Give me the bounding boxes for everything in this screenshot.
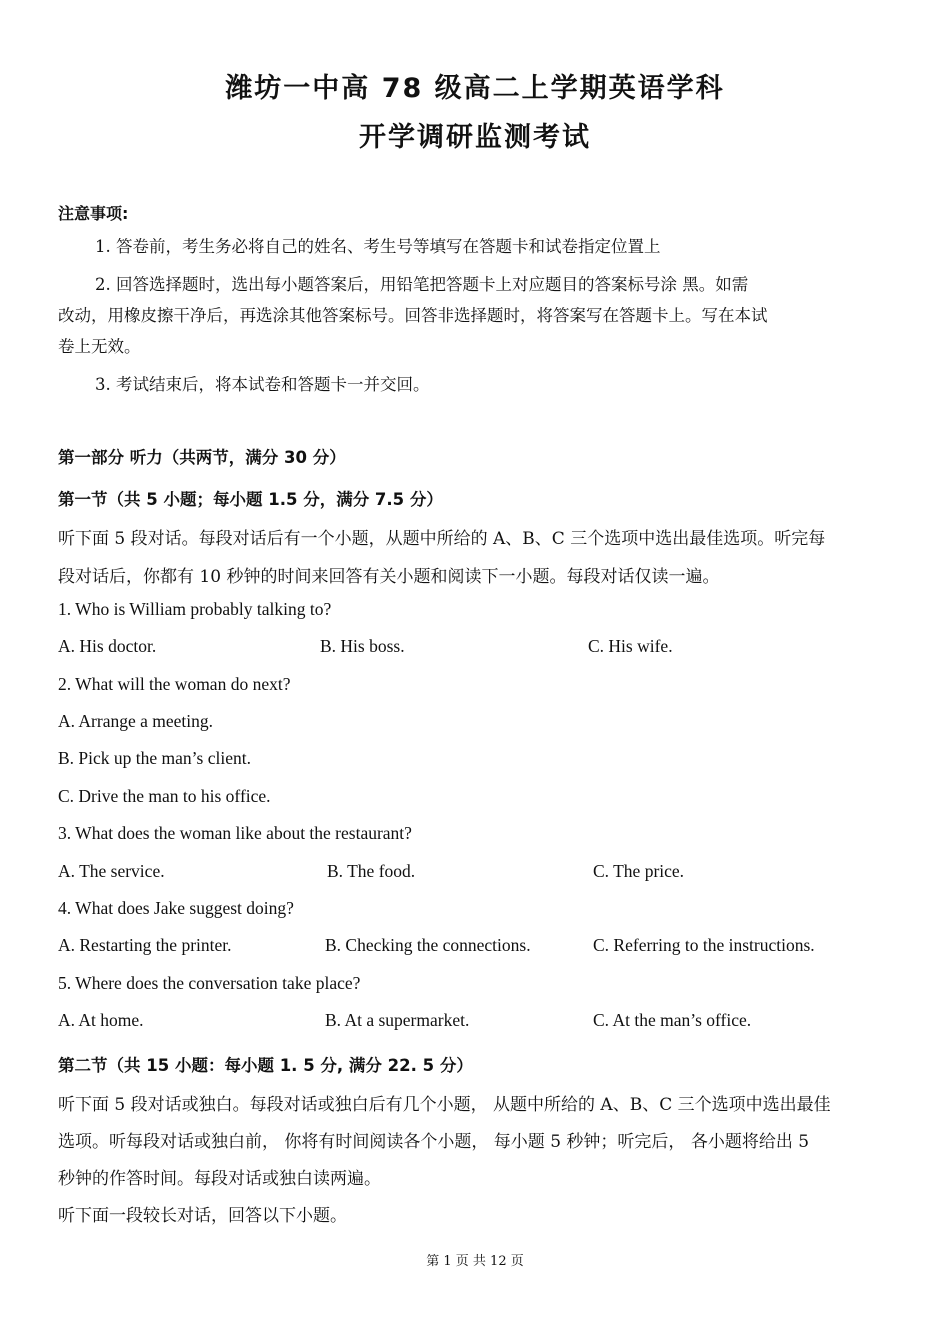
notes-item-2-line3: 卷上无效。 [58, 337, 141, 356]
question-3-option-a: A. The service. [58, 861, 165, 881]
question-3-option-c: C. The price. [593, 861, 685, 881]
section2-heading: 第二节（共 15 小题：每小题 1. 5 分, 满分 22. 5 分） [58, 1056, 473, 1075]
question-3-option-b: B. The food. [327, 861, 416, 881]
section1-instructions-line2: 段对话后，你都有 10 秒钟的时间来回答有关小题和阅读下一小题。每段对话仅读一遍。 [58, 567, 720, 587]
question-5: 5. Where does the conversation take place? [58, 973, 361, 993]
question-4-option-c: C. Referring to the instructions. [593, 935, 815, 955]
question-5-option-b: B. At a supermarket. [325, 1010, 470, 1030]
section2-instructions-line3: 秒钟的作答时间。每段对话或独白读两遍。 [58, 1169, 381, 1189]
page-footer: 第 1 页 共 12 页 [426, 1254, 524, 1269]
question-3: 3. What does the woman like about the restaurant? [58, 823, 412, 843]
question-1-option-c: C. His wife. [588, 636, 673, 656]
question-4-option-b: B. Checking the connections. [325, 935, 531, 955]
part1-heading: 第一部分 听力（共两节，满分 30 分） [58, 448, 346, 467]
question-1-option-a: A. His doctor. [58, 636, 157, 656]
question-4: 4. What does Jake suggest doing? [58, 898, 294, 918]
question-2: 2. What will the woman do next? [58, 674, 291, 694]
question-2-option-b: B. Pick up the man’s client. [58, 748, 251, 768]
section2-instructions-line1: 听下面 5 段对话或独白。每段对话或独白后有几个小题， 从题中所给的 A、B、C 三个选项中选出最佳 [58, 1095, 831, 1115]
section2-instructions-line2: 选项。听每段对话或独白前， 你将有时间阅读各个小题， 每小题 5 秒钟；听完后， 各小题将给出 5 [58, 1132, 810, 1152]
question-2-option-c: C. Drive the man to his office. [58, 786, 271, 806]
section1-heading: 第一节（共 5 小题；每小题 1.5 分，满分 7.5 分） [58, 490, 443, 509]
question-2-option-a: A. Arrange a meeting. [58, 711, 214, 731]
question-5-option-a: A. At home. [58, 1010, 144, 1030]
question-1: 1. Who is William probably talking to? [58, 599, 332, 619]
notes-heading: 注意事项: [58, 204, 129, 223]
exam-title-line2: 开学调研监测考试 [359, 122, 591, 153]
notes-item-2-line1: 2. 回答选择题时，选出每小题答案后，用铅笔把答题卡上对应题目的答案标号涂 黑。如需 [95, 275, 749, 294]
question-1-option-b: B. His boss. [320, 636, 405, 656]
section2-lead: 听下面一段较长对话，回答以下小题。 [58, 1206, 347, 1226]
section1-instructions-line1: 听下面 5 段对话。每段对话后有一个小题，从题中所给的 A、B、C 三个选项中选出最佳选项。听完每 [58, 529, 826, 549]
notes-item-3: 3. 考试结束后，将本试卷和答题卡一并交回。 [95, 375, 430, 394]
notes-item-2-line2: 改动，用橡皮擦干净后，再选涂其他答案标号。回答非选择题时，将答案写在答题卡上。写在本试 [58, 306, 768, 325]
question-4-option-a: A. Restarting the printer. [58, 935, 232, 955]
question-5-option-c: C. At the man’s office. [593, 1010, 752, 1030]
exam-title-line1: 潍坊一中高 78 级高二上学期英语学科 [225, 73, 725, 104]
notes-item-1: 1. 答卷前，考生务必将自己的姓名、考生号等填写在答题卡和试卷指定位置上 [95, 237, 661, 256]
